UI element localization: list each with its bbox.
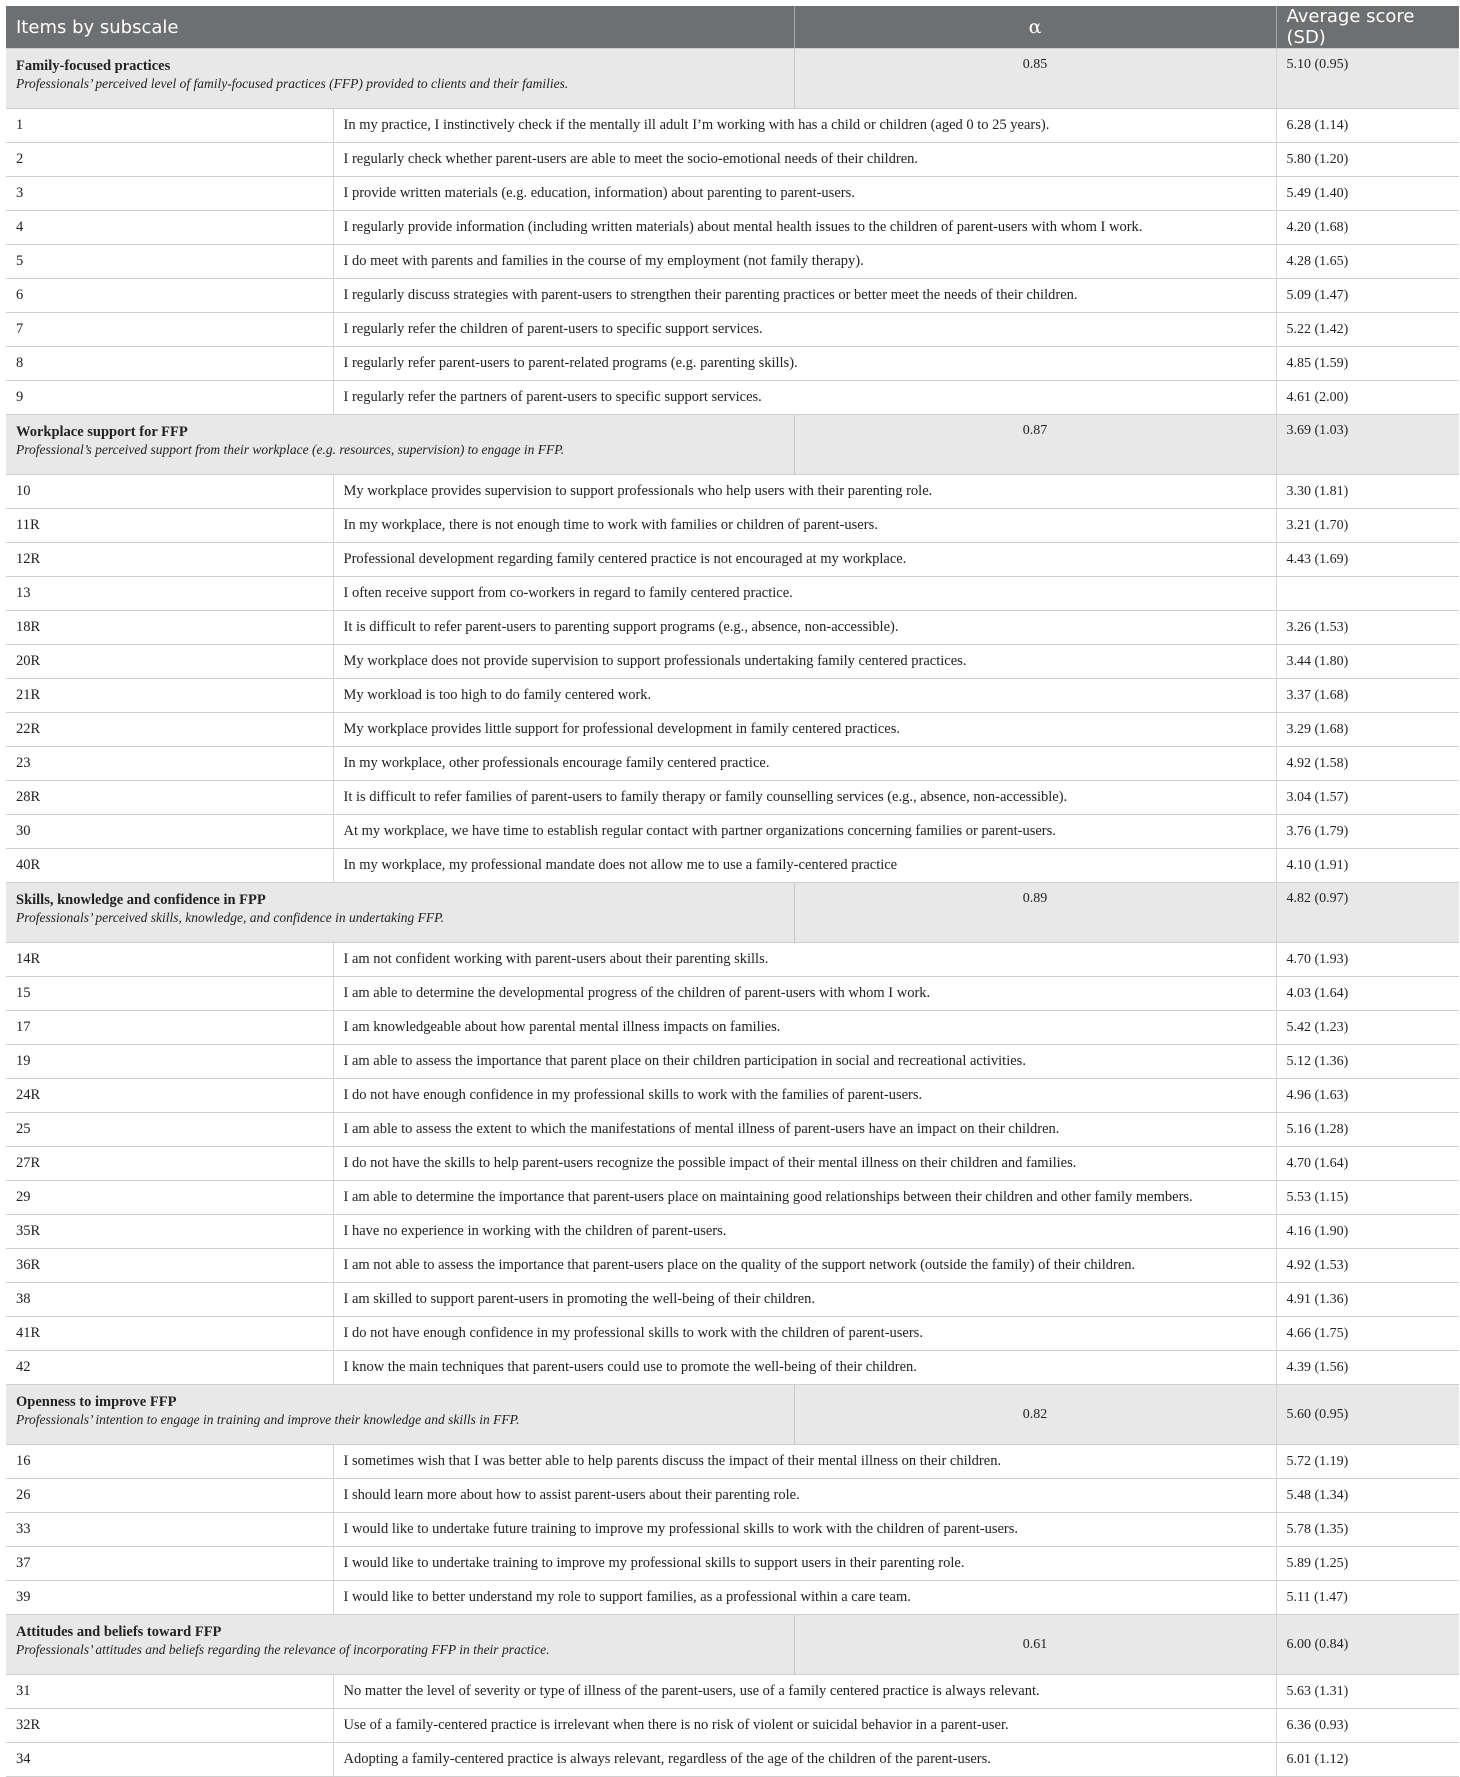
table-row <box>6 747 1459 781</box>
item-score: 5.78 (1.35) <box>1276 1513 1459 1547</box>
table-row <box>6 1513 1459 1547</box>
item-id: 39 <box>6 1581 333 1615</box>
item-score: 4.20 (1.68) <box>1276 211 1459 245</box>
item-text: I would like to undertake training to improve my professional skills to support users in their parenting role. <box>333 1547 1276 1581</box>
item-text: I should learn more about how to assist parent-users about their parenting role. <box>333 1479 1276 1513</box>
subscale-alpha: 0.89 <box>794 883 1276 943</box>
item-text: I regularly refer the children of parent-users to specific support services. <box>333 313 1276 347</box>
subscale-row <box>6 415 1459 475</box>
item-text: At my workplace, we have time to establish regular contact with partner organizations concerning families or parent-users. <box>333 815 1276 849</box>
item-score: 3.44 (1.80) <box>1276 645 1459 679</box>
table-row <box>6 143 1459 177</box>
subscale-title: Workplace support for FFP <box>16 424 188 440</box>
item-text: Use of a family-centered practice is irrelevant when there is no risk of violent or suicidal behavior in a parent-user. <box>333 1709 1276 1743</box>
item-score: 3.37 (1.68) <box>1276 679 1459 713</box>
table-row <box>6 1479 1459 1513</box>
table-row <box>6 849 1459 883</box>
item-score: 3.04 (1.57) <box>1276 781 1459 815</box>
item-score: 4.16 (1.90) <box>1276 1215 1459 1249</box>
table-row <box>6 1011 1459 1045</box>
table-row <box>6 1045 1459 1079</box>
table-row <box>6 1283 1459 1317</box>
item-id: 8 <box>6 347 333 381</box>
table-row <box>6 1181 1459 1215</box>
subscale-name-cell <box>6 49 794 109</box>
table-row <box>6 1317 1459 1351</box>
item-id: 23 <box>6 747 333 781</box>
item-id: 28R <box>6 781 333 815</box>
item-id: 10 <box>6 475 333 509</box>
item-id: 41R <box>6 1317 333 1351</box>
item-score: 4.39 (1.56) <box>1276 1351 1459 1385</box>
subscale-alpha: 0.87 <box>794 415 1276 475</box>
table-row <box>6 943 1459 977</box>
subscale-description: Professionals’ attitudes and beliefs regarding the relevance of incorporating FFP in their practice. <box>16 1642 550 1657</box>
item-id: 17 <box>6 1011 333 1045</box>
item-score: 5.72 (1.19) <box>1276 1445 1459 1479</box>
subscale-table <box>6 6 1459 1777</box>
table-row <box>6 543 1459 577</box>
item-score: 4.91 (1.36) <box>1276 1283 1459 1317</box>
item-text: I am not able to assess the importance that parent-users place on the quality of the support network (outside the family) of their children. <box>333 1249 1276 1283</box>
subscale-description: Professional’s perceived support from their workplace (e.g. resources, supervision) to engage in FFP. <box>16 442 565 457</box>
subscale-name-cell <box>6 415 794 475</box>
item-score: 3.30 (1.81) <box>1276 475 1459 509</box>
table-row <box>6 577 1459 611</box>
item-score: 4.43 (1.69) <box>1276 543 1459 577</box>
item-score: 3.76 (1.79) <box>1276 815 1459 849</box>
item-text: In my workplace, there is not enough time to work with families or children of parent-users. <box>333 509 1276 543</box>
table-row <box>6 1581 1459 1615</box>
item-score: 5.53 (1.15) <box>1276 1181 1459 1215</box>
item-text: I regularly check whether parent-users are able to meet the socio-emotional needs of their children. <box>333 143 1276 177</box>
item-score: 5.48 (1.34) <box>1276 1479 1459 1513</box>
item-score: 3.26 (1.53) <box>1276 611 1459 645</box>
item-score: 4.70 (1.93) <box>1276 943 1459 977</box>
subscale-description: Professionals’ perceived level of family-focused practices (FFP) provided to clients and their families. <box>16 76 569 91</box>
item-text: Professional development regarding family centered practice is not encouraged at my workplace. <box>333 543 1276 577</box>
item-score: 6.36 (0.93) <box>1276 1709 1459 1743</box>
header-alpha: α <box>794 6 1276 49</box>
item-id: 20R <box>6 645 333 679</box>
item-text: My workplace provides little support for professional development in family centered practices. <box>333 713 1276 747</box>
item-text: I regularly discuss strategies with parent-users to strengthen their parenting practices or better meet the needs of their children. <box>333 279 1276 313</box>
header-items-by-subscale: Items by subscale <box>6 6 794 49</box>
item-id: 11R <box>6 509 333 543</box>
item-score: 4.28 (1.65) <box>1276 245 1459 279</box>
item-id: 26 <box>6 1479 333 1513</box>
item-score: 4.92 (1.58) <box>1276 747 1459 781</box>
table-row <box>6 1709 1459 1743</box>
subscale-title: Openness to improve FFP <box>16 1394 177 1410</box>
table-row <box>6 1445 1459 1479</box>
item-id: 36R <box>6 1249 333 1283</box>
item-text: I am able to determine the importance that parent-users place on maintaining good relationships between their children and other family members. <box>333 1181 1276 1215</box>
item-score: 6.01 (1.12) <box>1276 1743 1459 1777</box>
item-score: 4.03 (1.64) <box>1276 977 1459 1011</box>
table-row <box>6 313 1459 347</box>
table-row <box>6 1249 1459 1283</box>
item-score: 4.66 (1.75) <box>1276 1317 1459 1351</box>
item-score: 5.49 (1.40) <box>1276 177 1459 211</box>
item-id: 30 <box>6 815 333 849</box>
item-text: I provide written materials (e.g. education, information) about parenting to parent-users. <box>333 177 1276 211</box>
item-text: I am skilled to support parent-users in promoting the well-being of their children. <box>333 1283 1276 1317</box>
subscale-title: Attitudes and beliefs toward FFP <box>16 1624 222 1640</box>
item-text: Adopting a family-centered practice is always relevant, regardless of the age of the children of the parent-users. <box>333 1743 1276 1777</box>
item-id: 33 <box>6 1513 333 1547</box>
item-id: 25 <box>6 1113 333 1147</box>
table-row <box>6 781 1459 815</box>
table-row <box>6 1743 1459 1777</box>
table-row <box>6 279 1459 313</box>
item-score: 5.12 (1.36) <box>1276 1045 1459 1079</box>
table-container <box>6 6 1459 1777</box>
item-score: 5.80 (1.20) <box>1276 143 1459 177</box>
table-row <box>6 645 1459 679</box>
header-average-score: Average score (SD) <box>1276 6 1459 49</box>
item-text: I regularly refer the partners of parent-users to specific support services. <box>333 381 1276 415</box>
item-text: I would like to undertake future training to improve my professional skills to work with the children of parent-users. <box>333 1513 1276 1547</box>
item-score: 5.42 (1.23) <box>1276 1011 1459 1045</box>
item-text: I do meet with parents and families in the course of my employment (not family therapy). <box>333 245 1276 279</box>
table-row <box>6 1113 1459 1147</box>
table-row <box>6 109 1459 143</box>
item-text: My workplace does not provide supervision to support professionals undertaking family centered practices. <box>333 645 1276 679</box>
item-score: 4.10 (1.91) <box>1276 849 1459 883</box>
item-id: 21R <box>6 679 333 713</box>
item-text: I often receive support from co-workers in regard to family centered practice. <box>333 577 1276 611</box>
item-id: 38 <box>6 1283 333 1317</box>
item-id: 18R <box>6 611 333 645</box>
subscale-alpha: 0.82 <box>794 1385 1276 1445</box>
item-id: 19 <box>6 1045 333 1079</box>
table-row <box>6 347 1459 381</box>
item-text: I am able to assess the importance that parent place on their children participation in social and recreational activities. <box>333 1045 1276 1079</box>
item-text: I have no experience in working with the children of parent-users. <box>333 1215 1276 1249</box>
item-id: 7 <box>6 313 333 347</box>
subscale-name-cell <box>6 883 794 943</box>
item-text: I would like to better understand my role to support families, as a professional within a care team. <box>333 1581 1276 1615</box>
item-id: 42 <box>6 1351 333 1385</box>
item-score: 4.70 (1.64) <box>1276 1147 1459 1181</box>
table-row <box>6 177 1459 211</box>
item-score: 3.21 (1.70) <box>1276 509 1459 543</box>
item-score: 3.29 (1.68) <box>1276 713 1459 747</box>
item-text: I am able to determine the developmental progress of the children of parent-users with whom I work. <box>333 977 1276 1011</box>
item-id: 16 <box>6 1445 333 1479</box>
item-id: 3 <box>6 177 333 211</box>
item-score: 4.85 (1.59) <box>1276 347 1459 381</box>
table-body <box>6 49 1459 1777</box>
item-id: 31 <box>6 1675 333 1709</box>
item-text: I do not have the skills to help parent-users recognize the possible impact of their mental illness on their children and families. <box>333 1147 1276 1181</box>
subscale-description: Professionals’ intention to engage in training and improve their knowledge and skills in FFP. <box>16 1412 520 1427</box>
item-text: In my workplace, other professionals encourage family centered practice. <box>333 747 1276 781</box>
item-id: 40R <box>6 849 333 883</box>
item-id: 37 <box>6 1547 333 1581</box>
item-id: 13 <box>6 577 333 611</box>
item-text: No matter the level of severity or type of illness of the parent-users, use of a family centered practice is always relevant. <box>333 1675 1276 1709</box>
table-row <box>6 1675 1459 1709</box>
table-row <box>6 713 1459 747</box>
item-text: I know the main techniques that parent-users could use to promote the well-being of their children. <box>333 1351 1276 1385</box>
item-id: 4 <box>6 211 333 245</box>
table-row <box>6 245 1459 279</box>
item-text: I regularly provide information (including written materials) about mental health issues to the children of parent-users with whom I work. <box>333 211 1276 245</box>
item-text: My workplace provides supervision to support professionals who help users with their parenting role. <box>333 475 1276 509</box>
table-row <box>6 381 1459 415</box>
table-row <box>6 679 1459 713</box>
item-id: 14R <box>6 943 333 977</box>
item-id: 35R <box>6 1215 333 1249</box>
item-id: 32R <box>6 1709 333 1743</box>
subscale-average-score: 3.69 (1.03) <box>1276 415 1459 475</box>
item-id: 15 <box>6 977 333 1011</box>
item-text: My workload is too high to do family centered work. <box>333 679 1276 713</box>
item-id: 24R <box>6 1079 333 1113</box>
subscale-row <box>6 1615 1459 1675</box>
item-id: 2 <box>6 143 333 177</box>
table-row <box>6 475 1459 509</box>
subscale-name-cell <box>6 1615 794 1675</box>
item-id: 34 <box>6 1743 333 1777</box>
subscale-name-cell <box>6 1385 794 1445</box>
table-row <box>6 211 1459 245</box>
item-score: 6.28 (1.14) <box>1276 109 1459 143</box>
item-text: I am not confident working with parent-users about their parenting skills. <box>333 943 1276 977</box>
item-id: 12R <box>6 543 333 577</box>
item-score: 4.96 (1.63) <box>1276 1079 1459 1113</box>
item-score: 5.89 (1.25) <box>1276 1547 1459 1581</box>
table-row <box>6 815 1459 849</box>
item-id: 1 <box>6 109 333 143</box>
subscale-alpha: 0.85 <box>794 49 1276 109</box>
table-row <box>6 1351 1459 1385</box>
item-text: I am able to assess the extent to which the manifestations of mental illness of parent-users have an impact on their children. <box>333 1113 1276 1147</box>
subscale-average-score: 6.00 (0.84) <box>1276 1615 1459 1675</box>
table-row <box>6 509 1459 543</box>
item-score: 5.09 (1.47) <box>1276 279 1459 313</box>
item-score: 5.11 (1.47) <box>1276 1581 1459 1615</box>
subscale-row <box>6 49 1459 109</box>
item-text: It is difficult to refer parent-users to parenting support programs (e.g., absence, non-accessible). <box>333 611 1276 645</box>
item-text: In my practice, I instinctively check if the mentally ill adult I’m working with has a child or children (aged 0 to 25 years). <box>333 109 1276 143</box>
table-row <box>6 1547 1459 1581</box>
subscale-row <box>6 883 1459 943</box>
item-id: 29 <box>6 1181 333 1215</box>
subscale-average-score: 5.60 (0.95) <box>1276 1385 1459 1445</box>
subscale-average-score: 4.82 (0.97) <box>1276 883 1459 943</box>
item-text: I do not have enough confidence in my professional skills to work with the children of parent-users. <box>333 1317 1276 1351</box>
item-score: 5.63 (1.31) <box>1276 1675 1459 1709</box>
item-id: 22R <box>6 713 333 747</box>
item-score: 5.22 (1.42) <box>1276 313 1459 347</box>
item-text: It is difficult to refer families of parent-users to family therapy or family counselling services (e.g., absence, non-accessible). <box>333 781 1276 815</box>
table-header-row <box>6 6 1459 49</box>
table-row <box>6 1215 1459 1249</box>
table-row <box>6 1147 1459 1181</box>
item-id: 5 <box>6 245 333 279</box>
item-text: I regularly refer parent-users to parent-related programs (e.g. parenting skills). <box>333 347 1276 381</box>
item-score: 4.61 (2.00) <box>1276 381 1459 415</box>
item-score: 5.16 (1.28) <box>1276 1113 1459 1147</box>
subscale-average-score: 5.10 (0.95) <box>1276 49 1459 109</box>
table-row <box>6 1079 1459 1113</box>
item-text: I sometimes wish that I was better able to help parents discuss the impact of their mental illness on their children. <box>333 1445 1276 1479</box>
item-text: I am knowledgeable about how parental mental illness impacts on families. <box>333 1011 1276 1045</box>
subscale-description: Professionals’ perceived skills, knowledge, and confidence in undertaking FFP. <box>16 910 445 925</box>
subscale-title: Family-focused practices <box>16 58 171 74</box>
item-text: In my workplace, my professional mandate does not allow me to use a family-centered practice <box>333 849 1276 883</box>
item-id: 9 <box>6 381 333 415</box>
item-id: 27R <box>6 1147 333 1181</box>
table-row <box>6 611 1459 645</box>
item-text: I do not have enough confidence in my professional skills to work with the families of parent-users. <box>333 1079 1276 1113</box>
subscale-alpha: 0.61 <box>794 1615 1276 1675</box>
table-row <box>6 977 1459 1011</box>
item-score: 4.92 (1.53) <box>1276 1249 1459 1283</box>
item-id: 6 <box>6 279 333 313</box>
subscale-row <box>6 1385 1459 1445</box>
item-score <box>1276 577 1459 611</box>
subscale-title: Skills, knowledge and confidence in FPP <box>16 892 266 908</box>
